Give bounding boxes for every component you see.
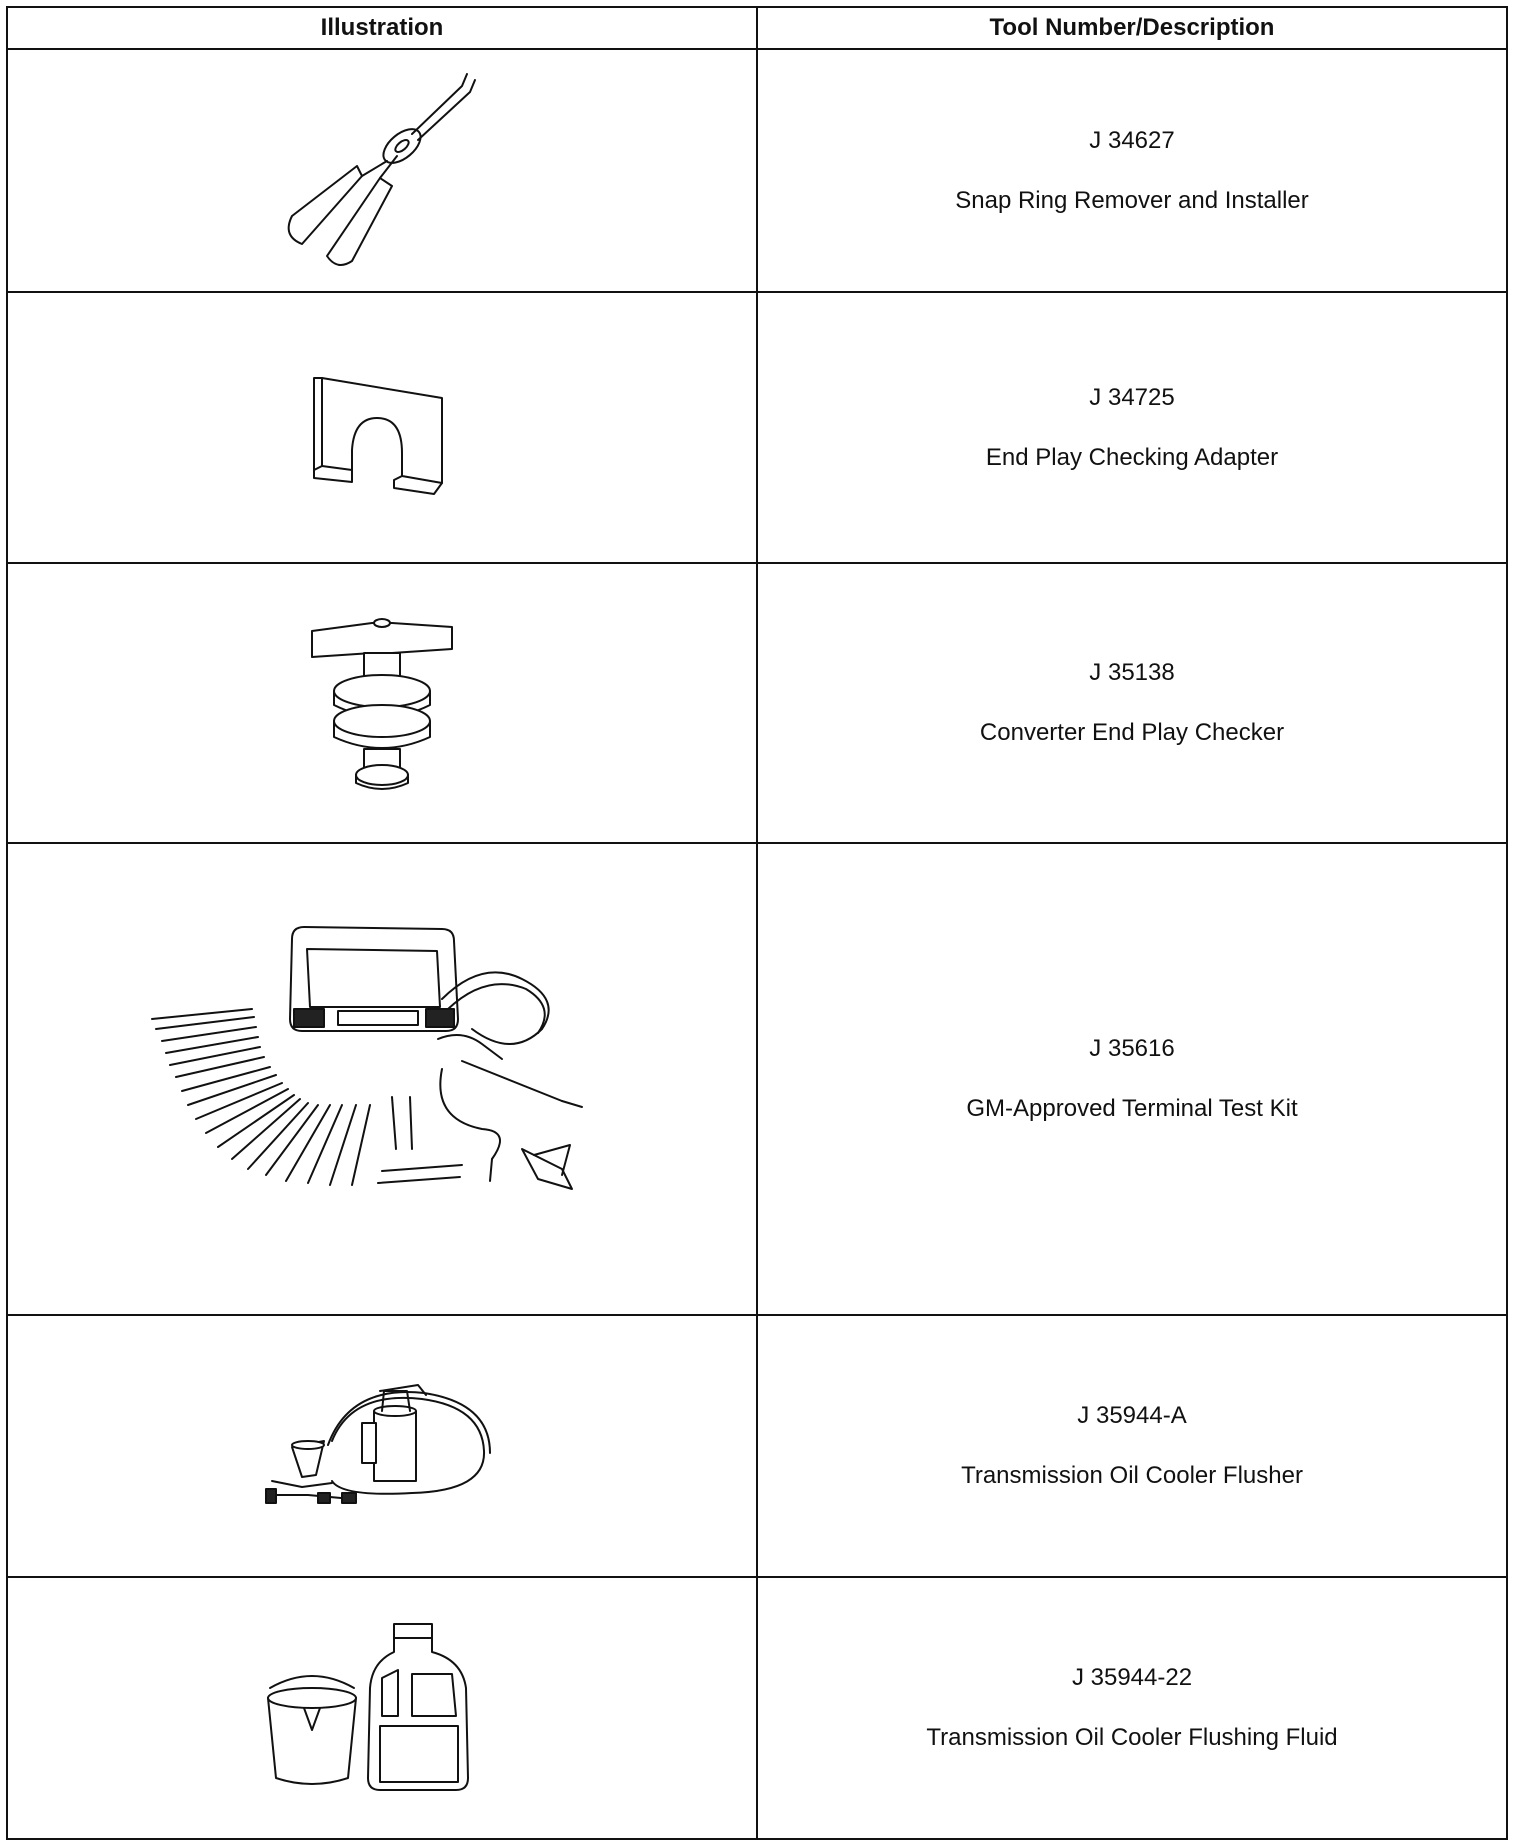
table-row bbox=[7, 49, 1507, 292]
tool-number: J 34725 bbox=[1089, 383, 1175, 411]
cooler-flusher-icon bbox=[262, 1371, 502, 1521]
tool-number: J 35616 bbox=[1089, 1035, 1175, 1063]
terminal-test-kit-icon bbox=[142, 919, 622, 1239]
illustration-cell bbox=[7, 292, 757, 563]
illustration-cell bbox=[7, 563, 757, 843]
tool-number: J 35944-22 bbox=[1071, 1663, 1193, 1691]
end-play-checker-icon bbox=[292, 613, 472, 793]
illustration-cell bbox=[7, 1577, 757, 1839]
description-cell bbox=[757, 49, 1507, 292]
snap-ring-pliers-icon bbox=[262, 66, 502, 276]
u-shaped-adapter-icon bbox=[292, 358, 472, 498]
tools-table bbox=[6, 6, 1508, 1840]
column-header-illustration: Illustration bbox=[7, 7, 757, 49]
tool-number: J 35138 bbox=[1089, 659, 1175, 687]
illustration-cell bbox=[7, 1315, 757, 1577]
description-cell bbox=[757, 563, 1507, 843]
tool-description: Snap Ring Remover and Installer bbox=[955, 186, 1309, 214]
column-header-tool: Tool Number/Description bbox=[757, 7, 1507, 49]
description-cell bbox=[757, 292, 1507, 563]
tool-description: Transmission Oil Cooler Flusher bbox=[961, 1461, 1303, 1489]
tool-number: J 35944-A bbox=[1077, 1401, 1187, 1429]
tool-description: Converter End Play Checker bbox=[979, 719, 1285, 747]
table-row bbox=[7, 843, 1507, 1314]
description-cell bbox=[757, 1315, 1507, 1577]
tool-description: End Play Checking Adapter bbox=[985, 443, 1279, 471]
tool-description: Transmission Oil Cooler Flushing Fluid bbox=[926, 1723, 1338, 1751]
description-cell bbox=[757, 1577, 1507, 1839]
description-cell bbox=[757, 843, 1507, 1314]
table-row bbox=[7, 292, 1507, 563]
flushing-fluid-icon bbox=[262, 1618, 502, 1798]
tool-description: GM-Approved Terminal Test Kit bbox=[966, 1095, 1298, 1123]
illustration-cell bbox=[7, 49, 757, 292]
tool-number: J 34627 bbox=[1089, 126, 1175, 154]
table-row bbox=[7, 563, 1507, 843]
table-header-row bbox=[7, 7, 1507, 49]
illustration-cell bbox=[7, 843, 757, 1314]
table-row bbox=[7, 1315, 1507, 1577]
table-row bbox=[7, 1577, 1507, 1839]
